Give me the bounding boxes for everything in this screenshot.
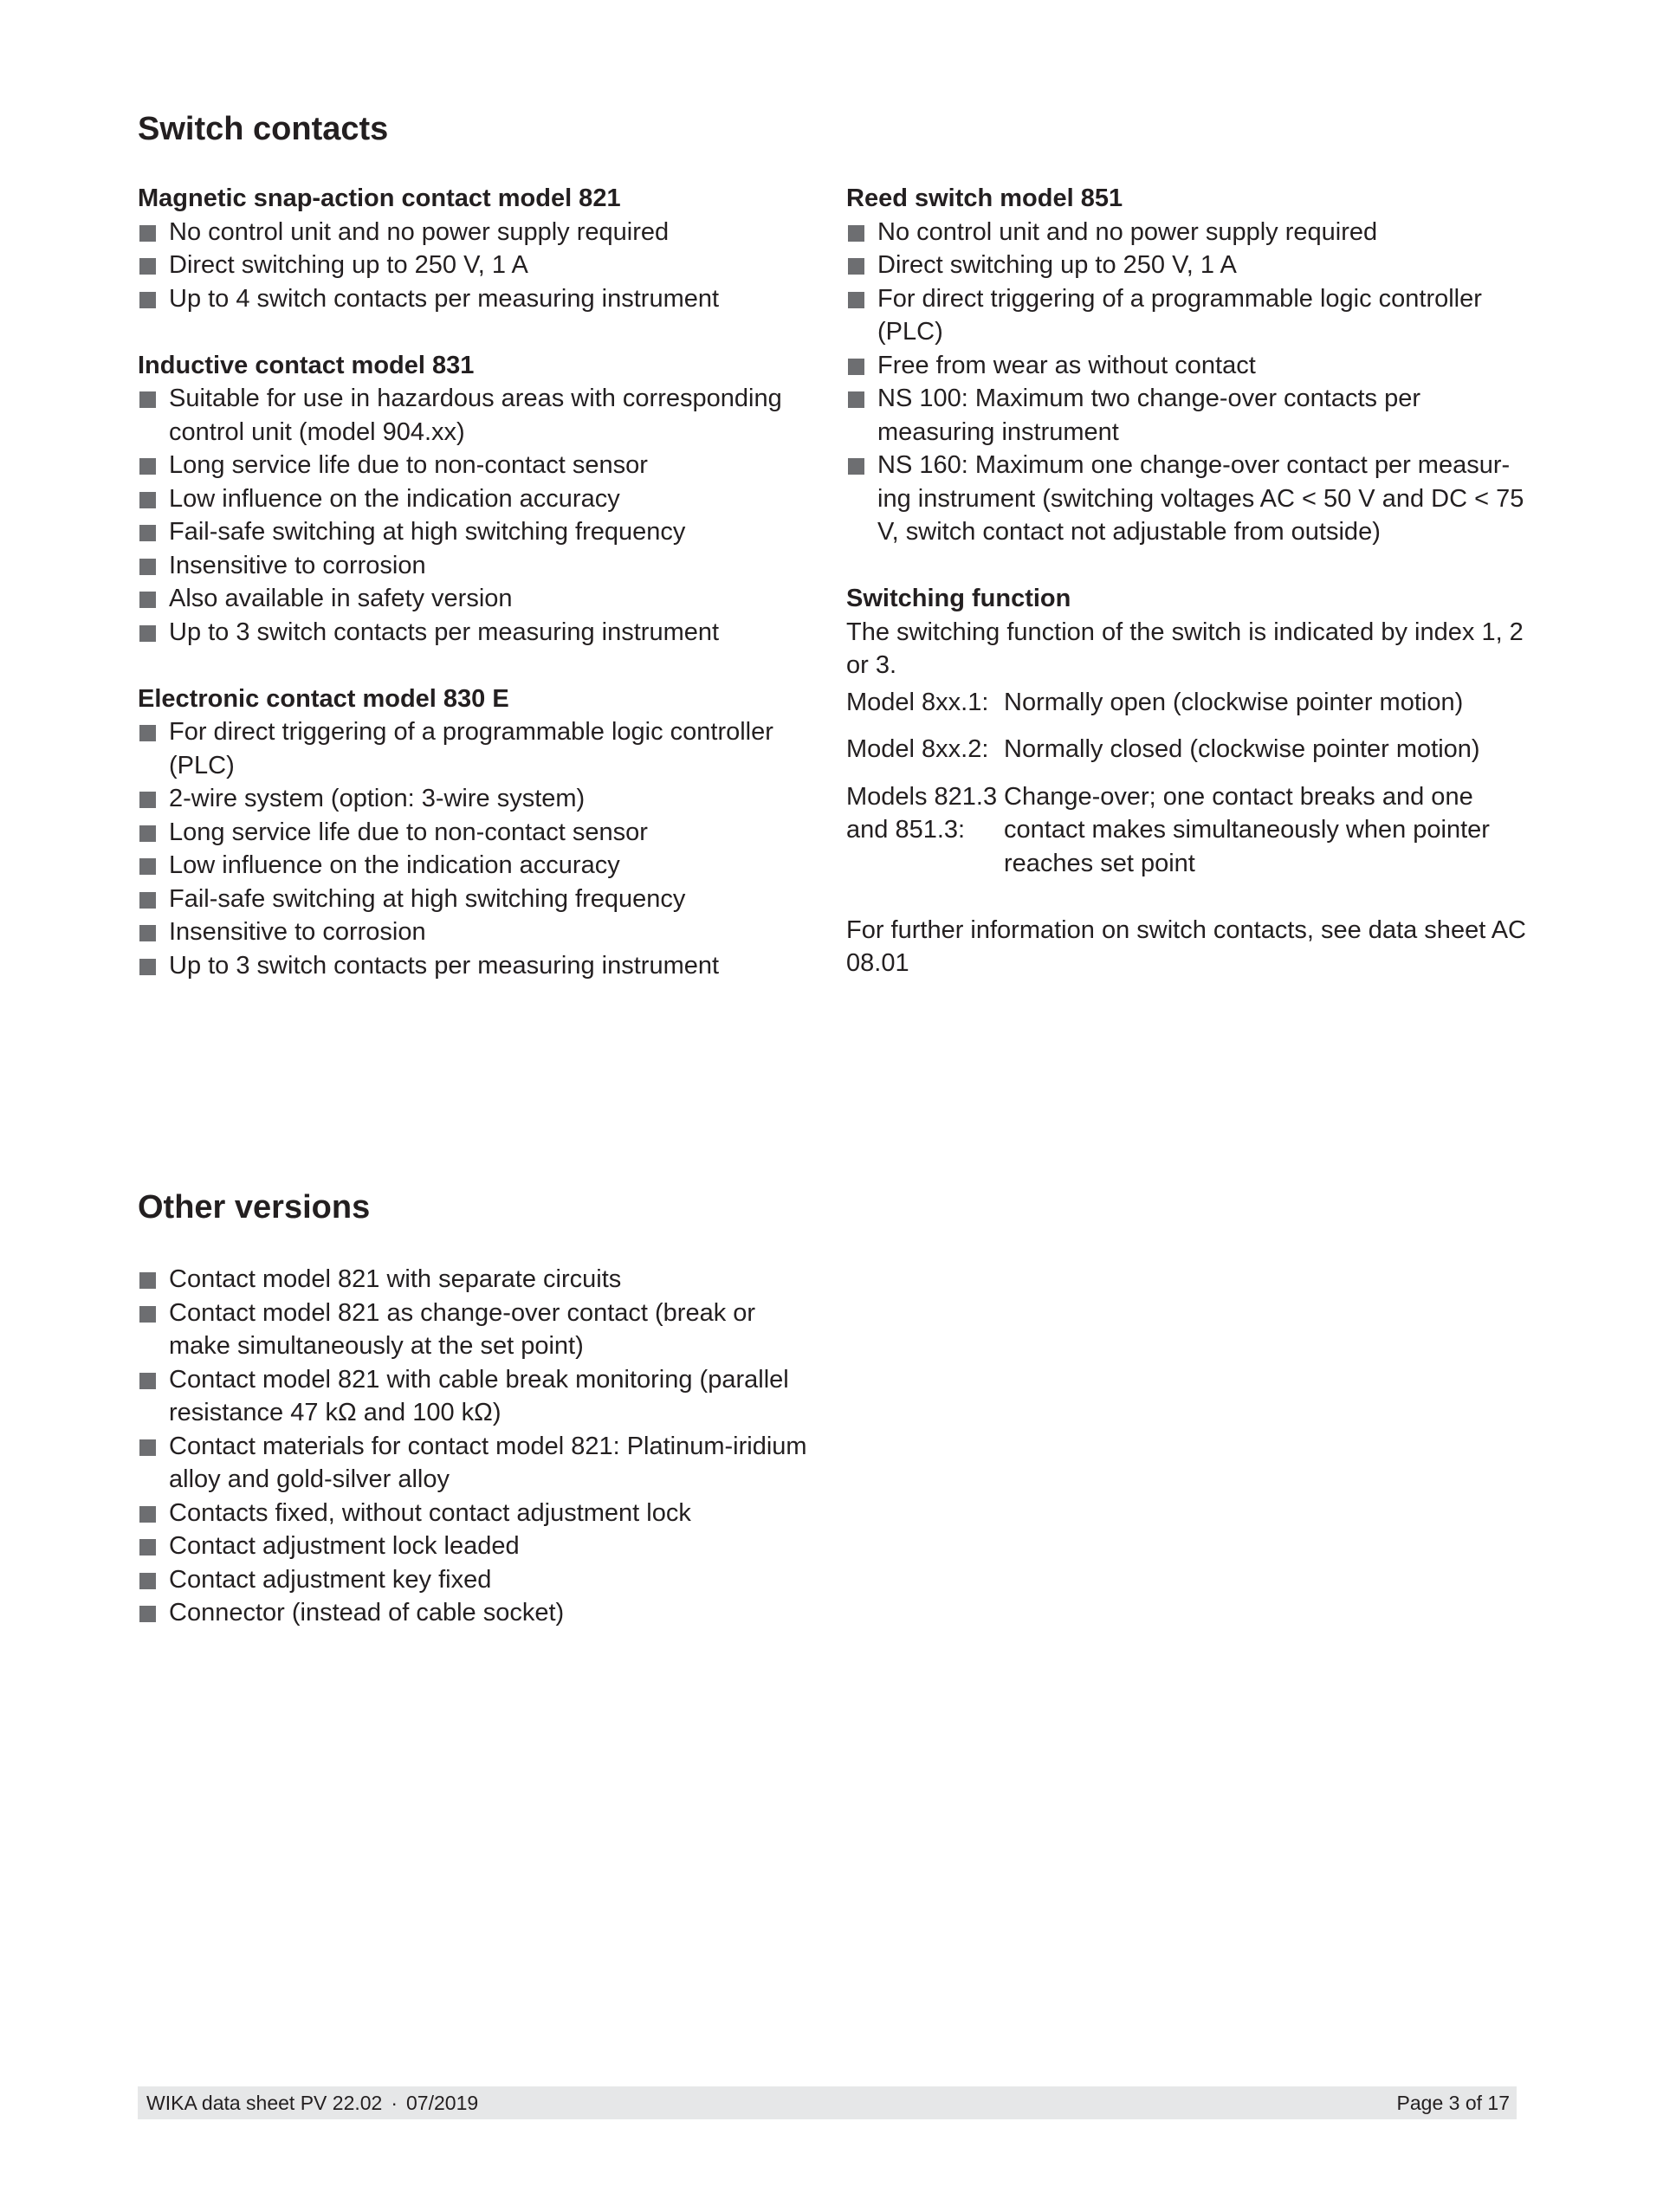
bullet-square-icon <box>848 391 864 408</box>
bullet-list <box>138 382 822 649</box>
list-item: Fail-safe switching at high switching frequency <box>138 515 822 549</box>
section-reed-851 <box>846 182 1530 549</box>
bullet-square-icon <box>139 925 156 941</box>
bullet-square-icon <box>139 258 156 275</box>
bullet-square-icon <box>139 292 156 308</box>
switching-function-table <box>846 686 1530 881</box>
list-item: Direct switching up to 250 V, 1 A <box>846 249 1530 282</box>
list-item: Connector (instead of cable socket) <box>138 1596 822 1630</box>
bullet-square-icon <box>139 1373 156 1389</box>
list-item: Low influence on the indication accuracy <box>138 482 822 516</box>
left-column <box>138 182 822 1016</box>
other-versions-list <box>138 1263 822 1630</box>
row-label: Model 8xx.2: <box>846 735 989 763</box>
bullet-square-icon <box>139 1506 156 1523</box>
section-model-830e <box>138 682 822 983</box>
bullet-list <box>138 216 822 316</box>
list-item: NS 160: Maximum one change-over contact per measur-ing instrument (switching voltages AC < 50 V and DC < 75 V, switch contact not adjustable from outside) <box>846 449 1530 549</box>
bullet-square-icon <box>139 1539 156 1556</box>
switch-contacts-heading: Switch contacts <box>138 111 389 147</box>
bullet-square-icon <box>139 1306 156 1323</box>
list-item: Up to 3 switch contacts per measuring instrument <box>138 616 822 650</box>
bullet-square-icon <box>139 559 156 575</box>
datasheet-reference-note: For further information on switch contacts, see data sheet AC 08.01 <box>846 915 1526 977</box>
list-item: Fail-safe switching at high switching frequency <box>138 883 822 916</box>
footer-separator: · <box>391 2092 398 2114</box>
list-item: Long service life due to non-contact sensor <box>138 449 822 482</box>
bullet-square-icon <box>139 592 156 608</box>
section-title: Reed switch model 851 <box>846 184 1123 212</box>
row-description: Change-over; one contact breaks and one contact makes simultaneously when pointer reaches set point <box>1004 782 1490 877</box>
switching-function-row <box>846 780 1530 881</box>
section-title: Switching function <box>846 585 1071 612</box>
bullet-square-icon <box>139 858 156 875</box>
bullet-square-icon <box>139 492 156 508</box>
row-label: Model 8xx.1: <box>846 688 989 716</box>
switching-function-row <box>846 686 1530 720</box>
list-item: No control unit and no power supply required <box>138 216 822 249</box>
section-title: Inductive contact model 831 <box>138 351 475 379</box>
bullet-square-icon <box>139 1272 156 1289</box>
footer-page-number: Page 3 of 17 <box>1396 2092 1510 2114</box>
section-model-821 <box>138 182 822 315</box>
bullet-square-icon <box>139 525 156 541</box>
footer-doc-name: WIKA data sheet PV 22.02 <box>146 2092 383 2114</box>
list-item: Free from wear as without contact <box>846 349 1530 383</box>
bullet-square-icon <box>139 391 156 408</box>
section-title: Magnetic snap-action contact model 821 <box>138 184 621 212</box>
list-item: Up to 4 switch contacts per measuring instrument <box>138 282 822 316</box>
list-item: Direct switching up to 250 V, 1 A <box>138 249 822 282</box>
bullet-square-icon <box>139 458 156 475</box>
list-item: Up to 3 switch contacts per measuring instrument <box>138 949 822 983</box>
switching-function-intro: The switching function of the switch is indicated by index 1, 2 or 3. <box>846 618 1524 679</box>
section-title: Electronic contact model 830 E <box>138 684 509 713</box>
list-item: Contact adjustment lock leaded <box>138 1530 822 1563</box>
bullet-square-icon <box>139 625 156 642</box>
bullet-square-icon <box>139 792 156 808</box>
list-item: Also available in safety version <box>138 582 822 616</box>
row-description: Normally closed (clockwise pointer motion) <box>1004 735 1480 763</box>
bullet-list <box>138 715 822 982</box>
list-item: Contact materials for contact model 821: Platinum-iridium alloy and gold-silver alloy <box>138 1430 822 1497</box>
bullet-list <box>846 216 1530 549</box>
bullet-square-icon <box>848 359 864 375</box>
list-item: NS 100: Maximum two change-over contacts per measuring instrument <box>846 382 1530 449</box>
list-item: Suitable for use in hazardous areas with corresponding control unit (model 904.xx) <box>138 382 822 449</box>
list-item: Contact model 821 as change-over contact (break or make simultaneously at the set point) <box>138 1297 822 1363</box>
bullet-square-icon <box>139 959 156 975</box>
bullet-square-icon <box>139 1606 156 1622</box>
list-item: Contact model 821 with cable break monitoring (parallel resistance 47 kΩ and 100 kΩ) <box>138 1363 822 1430</box>
list-item: Contacts fixed, without contact adjustment lock <box>138 1497 822 1530</box>
switching-function-row <box>846 733 1530 766</box>
bullet-square-icon <box>139 225 156 242</box>
row-description: Normally open (clockwise pointer motion) <box>1004 688 1464 716</box>
other-versions-heading: Other versions <box>138 1189 371 1226</box>
page-footer <box>138 2086 1517 2119</box>
bullet-square-icon <box>139 1439 156 1456</box>
footer-date: 07/2019 <box>406 2092 479 2114</box>
list-item: No control unit and no power supply required <box>846 216 1530 249</box>
row-label: Models 821.3 and 851.3: <box>846 782 998 844</box>
list-item: For direct triggering of a programmable logic controller (PLC) <box>846 282 1530 349</box>
bullet-square-icon <box>848 458 864 475</box>
bullet-square-icon <box>139 1573 156 1589</box>
bullet-square-icon <box>848 258 864 275</box>
bullet-square-icon <box>139 892 156 909</box>
section-switching-function <box>846 582 1530 880</box>
list-item: Contact adjustment key fixed <box>138 1563 822 1597</box>
list-item: Contact model 821 with separate circuits <box>138 1263 822 1297</box>
list-item: 2-wire system (option: 3-wire system) <box>138 782 822 816</box>
bullet-square-icon <box>139 825 156 842</box>
footer-document-info <box>146 2086 478 2119</box>
list-item: Low influence on the indication accuracy <box>138 849 822 883</box>
right-column <box>846 182 1530 980</box>
bullet-square-icon <box>139 725 156 741</box>
list-item: Insensitive to corrosion <box>138 915 822 949</box>
list-item: Insensitive to corrosion <box>138 549 822 583</box>
list-item: For direct triggering of a programmable logic controller (PLC) <box>138 715 822 782</box>
bullet-square-icon <box>848 292 864 308</box>
bullet-square-icon <box>848 225 864 242</box>
section-model-831 <box>138 349 822 650</box>
list-item: Long service life due to non-contact sensor <box>138 816 822 850</box>
